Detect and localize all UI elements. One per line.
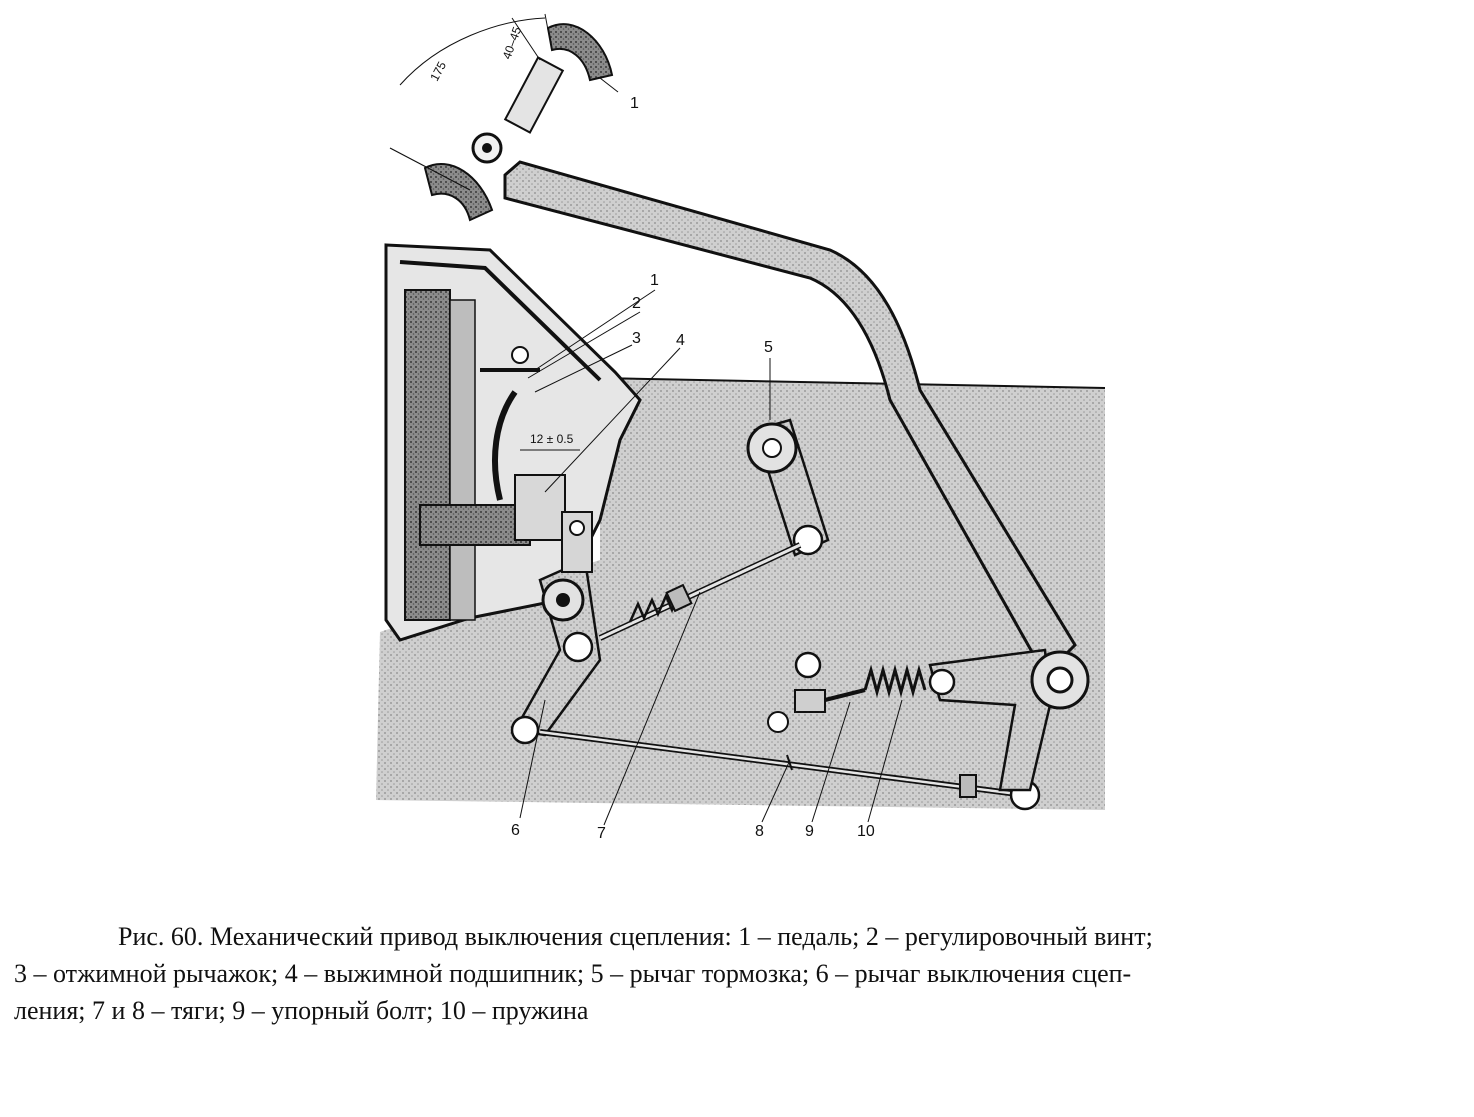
- callout-7: 7: [597, 825, 606, 842]
- callout-9: 9: [805, 823, 814, 840]
- callout-5: 5: [764, 339, 773, 356]
- caption-line-2: 3 – отжимной рычажок; 4 – выжимной подшипник; 5 – рычаг тормозка; 6 – рычаг выключения сцеп-: [14, 959, 1132, 988]
- callout-8: 8: [755, 823, 764, 840]
- callout-3: 3: [632, 330, 641, 347]
- dim-gap-label: 12 ± 0.5: [530, 432, 574, 446]
- callout-2: 2: [632, 295, 641, 312]
- callout-10: 10: [857, 823, 875, 840]
- dim-freeplay-label: 40–45: [499, 24, 525, 62]
- callout-6: 6: [511, 822, 520, 839]
- callout-pedal: 1: [630, 95, 639, 112]
- callout-1: 1: [650, 272, 659, 289]
- figure-caption: [14, 918, 1454, 1029]
- dim-stroke-label: 175: [427, 59, 450, 84]
- caption-line-1: Рис. 60. Механический привод выключения сцепления: 1 – педаль; 2 – регулировочный винт;: [118, 922, 1153, 951]
- callout-4: 4: [676, 332, 685, 349]
- caption-line-3: ления; 7 и 8 – тяги; 9 – упорный болт; 10 – пружина: [14, 996, 589, 1025]
